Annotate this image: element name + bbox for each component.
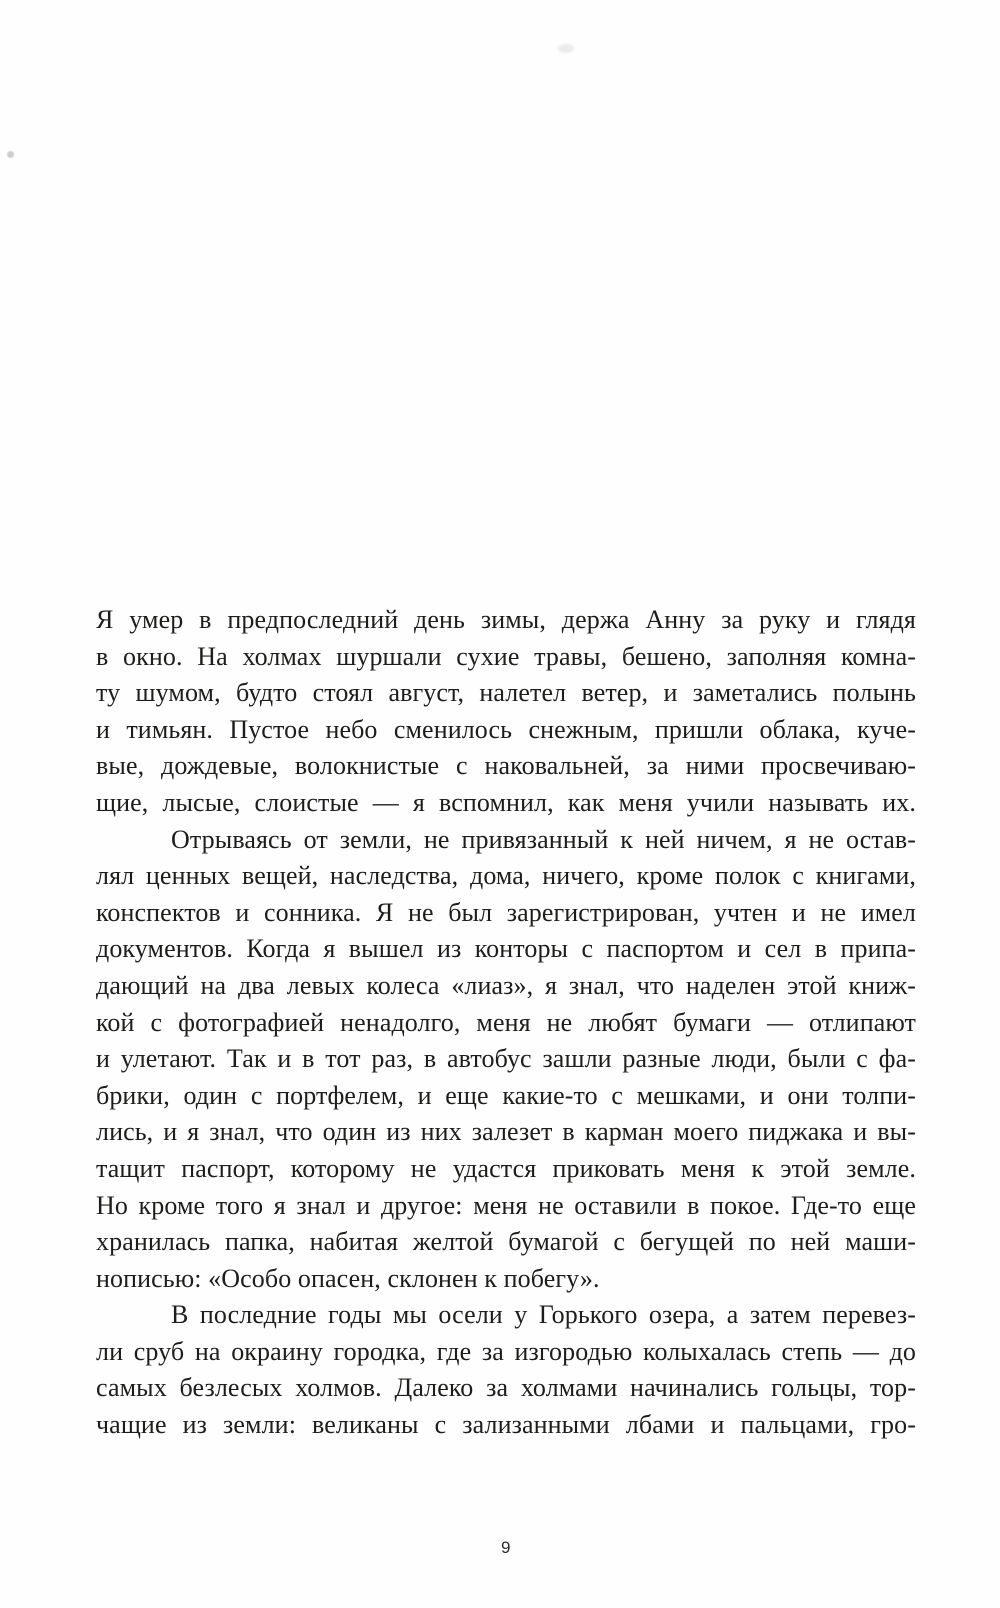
text-line: Я умер в предпоследний день зимы, держа Анну за руку и глядя [96, 605, 916, 634]
text-line: в окно. На холмах шуршали сухие травы, бешено, заполняя комна- [96, 641, 916, 671]
text-line: и тимьян. Пустое небо сменилось снежным, пришли облака, куче- [96, 714, 916, 744]
text-line: ту шумом, будто стоял август, налетел ветер, и заметались полынь [96, 678, 916, 708]
text-line: тащит паспорт, которому не удастся приковать меня к этой земле. [96, 1153, 916, 1183]
text-line: лись, и я знал, что один из них залезет в карман моего пиджака и вы- [96, 1117, 916, 1147]
text-line: хранилась папка, набитая желтой бумагой с бегущей по ней маши- [96, 1227, 916, 1257]
text-line: кой с фотографией ненадолго, меня не любят бумаги — отлипают [96, 1007, 916, 1037]
text-line: дающий на два левых колеса «лиаз», я знал, что наделен этой книж- [96, 970, 916, 1000]
text-line: конспектов и сонника. Я не был зарегистрирован, учтен и не имел [96, 897, 916, 927]
text-line: нописью: «Особо опасен, склонен к побегу». [96, 1263, 600, 1293]
text-line: брики, один с портфелем, и еще какие-то с мешками, и они толпи- [96, 1080, 916, 1110]
text-line: щие, лысые, слоистые — я вспомнил, как меня учили называть их. [96, 787, 916, 817]
text-line: ли сруб на окраину городка, где за изгородью колыхалась степь — до [96, 1336, 916, 1366]
text-line: лял ценных вещей, наследства, дома, ничего, кроме полок с книгами, [96, 861, 916, 891]
text-line: вые, дождевые, волокнистые с наковальней, за ними просвечиваю- [96, 751, 916, 781]
text-line: В последние годы мы осели у Горького озера, а затем перевез- [171, 1300, 916, 1330]
text-line: Но кроме того я знал и другое: меня не оставили в покое. Где-то еще [96, 1190, 916, 1220]
text-line: и улетают. Так и в тот раз, в автобус зашли разные люди, были с фа- [96, 1044, 916, 1074]
print-smudge-top [558, 44, 574, 53]
text-line: чащие из земли: великаны с зализанными лбами и пальцами, гро- [96, 1410, 916, 1440]
text-line: Отрываясь от земли, не привязанный к ней ничем, я не остав- [171, 824, 916, 854]
page-number: 9 [501, 1538, 511, 1557]
text-line: самых безлесых холмов. Далеко за холмами начинались гольцы, тор- [96, 1373, 916, 1403]
text-line: документов. Когда я вышел из конторы с паспортом и сел в припа- [96, 934, 916, 964]
body-text [96, 602, 916, 1444]
print-smudge-left [7, 151, 14, 158]
